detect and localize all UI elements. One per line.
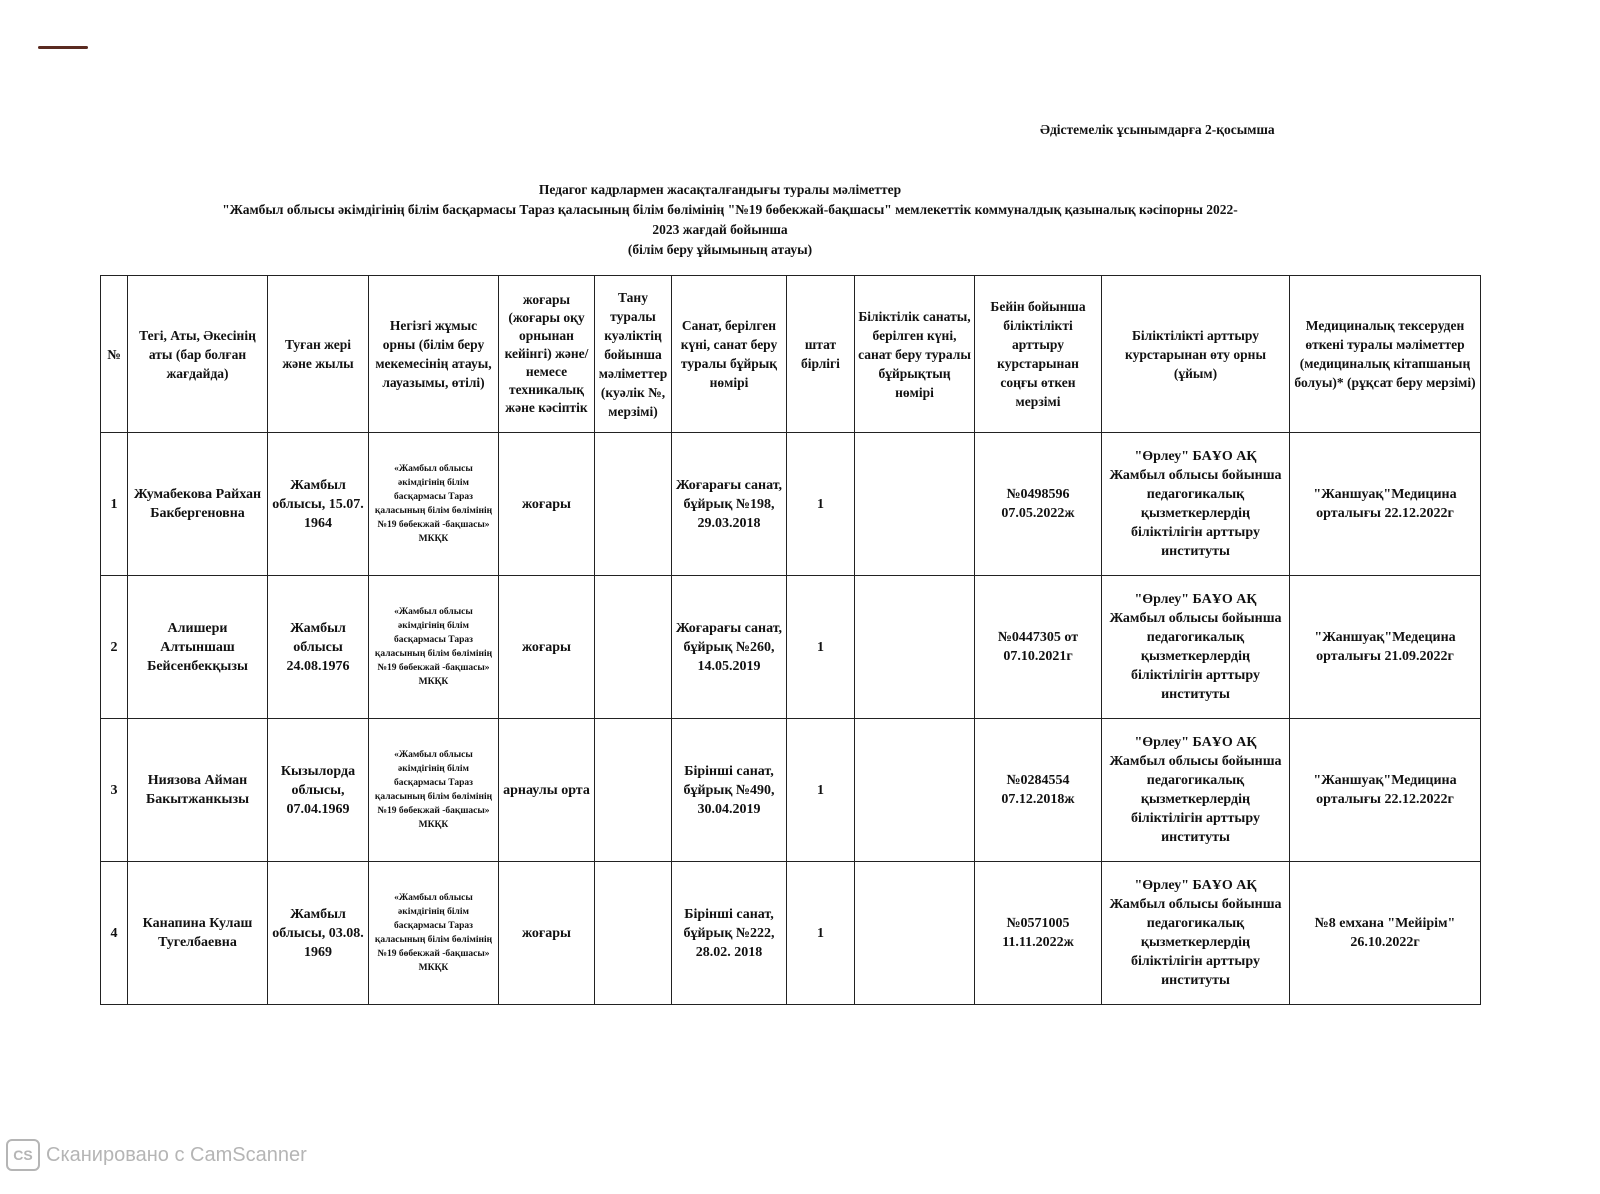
- document-title: [90, 180, 1350, 260]
- cell-course-place: "Өрлеу" БАҰО АҚ Жамбыл облысы бойынша педагогикалық қызметкерлердің біліктілігін арттыру институты: [1102, 719, 1290, 862]
- cell-qual-category: [855, 862, 975, 1005]
- title-line-1: Педагог кадрлармен жасақталғандығы туралы мәліметтер: [538, 182, 902, 197]
- table-row: [101, 719, 1481, 862]
- cell-staff-unit: 1: [787, 576, 855, 719]
- cell-category: Бірінші санат, бұйрық №490, 30.04.2019: [672, 719, 787, 862]
- header-medical: Медициналық тексеруден өткені туралы мәліметтер (медициналық кітапшаның болуы)* (рұқсат беру мерзімі): [1290, 276, 1481, 433]
- cell-birth: Кызылорда облысы, 07.04.1969: [268, 719, 369, 862]
- header-staff-unit: штат бірлігі: [787, 276, 855, 433]
- cell-no: 2: [101, 576, 128, 719]
- header-row: [101, 276, 1481, 433]
- cell-medical: "Жаншуақ"Медицина орталығы 22.12.2022г: [1290, 433, 1481, 576]
- header-certificate: Тану туралы куәліктің бойынша мәліметтер (куәлік №, мерзімі): [595, 276, 672, 433]
- cell-course-date: №0498596 07.05.2022ж: [975, 433, 1102, 576]
- cell-education: жоғары: [499, 576, 595, 719]
- cell-birth: Жамбыл облысы 24.08.1976: [268, 576, 369, 719]
- cell-medical: №8 емхана "Мейірім" 26.10.2022г: [1290, 862, 1481, 1005]
- cell-course-date: №0447305 от 07.10.2021г: [975, 576, 1102, 719]
- cell-course-date: №0571005 11.11.2022ж: [975, 862, 1102, 1005]
- cell-qual-category: [855, 719, 975, 862]
- header-education-text: жоғары (жоғары оқу орнынан кейінгі) және/немесе техникалық және кәсіптік: [504, 292, 589, 415]
- header-course-date: Бейін бойынша біліктілікті арттыру курстарынан соңғы өткен мерзімі: [975, 276, 1102, 433]
- watermark-text: Сканировано с CamScanner: [46, 1143, 307, 1166]
- cell-category: Жоғарағы санат, бұйрық №198, 29.03.2018: [672, 433, 787, 576]
- cell-name: Ниязова Айман Бакытжанкызы: [128, 719, 268, 862]
- title-line-2: "Жамбыл облысы әкімдігінің білім басқармасы Тараз қаласының білім бөлімінің "№19 бөбекжай-бақшасы" мемлекеттік коммуналдық қазыналық кәсіпорны 2022-: [222, 202, 1238, 217]
- cell-course-place: "Өрлеу" БАҰО АҚ Жамбыл облысы бойынша педагогикалық қызметкерлердің біліктілігін арттыру институты: [1102, 576, 1290, 719]
- cell-no: 3: [101, 719, 128, 862]
- cell-certificate: [595, 719, 672, 862]
- table-row: [101, 576, 1481, 719]
- cell-course-place: "Өрлеу" БАҰО АҚ Жамбыл облысы бойынша педагогикалық қызметкерлердің біліктілігін арттыру институты: [1102, 433, 1290, 576]
- cell-staff-unit: 1: [787, 862, 855, 1005]
- table-row: [101, 433, 1481, 576]
- cell-name: Алишери Алтыншаш Бейсенбекқызы: [128, 576, 268, 719]
- cell-education: арнаулы орта: [499, 719, 595, 862]
- cell-staff-unit: 1: [787, 719, 855, 862]
- cell-qual-category: [855, 433, 975, 576]
- title-line-3: 2023 жағдай бойынша: [652, 222, 788, 237]
- header-work: Негізгі жұмыс орны (білім беру мекемесінің атауы, лауазымы, өтілі): [369, 276, 499, 433]
- header-name: Тегі, Аты, Әкесінің аты (бар болған жағдайда): [128, 276, 268, 433]
- cell-course-place: "Өрлеу" БАҰО АҚ Жамбыл облысы бойынша педагогикалық қызметкерлердің біліктілігін арттыру институты: [1102, 862, 1290, 1005]
- table-row: [101, 862, 1481, 1005]
- cell-no: 1: [101, 433, 128, 576]
- cell-work: «Жамбыл облысы әкімдігінің білім басқармасы Тараз қаласының білім бөлімінің №19 бөбекжай -бақшасы» МКҚК: [369, 433, 499, 576]
- camscanner-logo-icon: CS: [6, 1139, 40, 1171]
- cell-certificate: [595, 576, 672, 719]
- cell-course-date: №0284554 07.12.2018ж: [975, 719, 1102, 862]
- cell-name: Жумабекова Райхан Бакбергеновна: [128, 433, 268, 576]
- header-qual-category: Біліктілік санаты, берілген күні, санат беру туралы бұйрықтың нөмірі: [855, 276, 975, 433]
- cell-no: 4: [101, 862, 128, 1005]
- cell-work: «Жамбыл облысы әкімдігінің білім басқармасы Тараз қаласының білім бөлімінің №19 бөбекжай -бақшасы» МКҚК: [369, 862, 499, 1005]
- cell-staff-unit: 1: [787, 433, 855, 576]
- cell-medical: "Жаншуақ"Медецина орталығы 21.09.2022г: [1290, 576, 1481, 719]
- camscanner-watermark: [6, 1140, 307, 1170]
- header-education: [499, 276, 595, 433]
- ink-mark: [38, 46, 88, 49]
- cell-certificate: [595, 433, 672, 576]
- cell-qual-category: [855, 576, 975, 719]
- cell-work: «Жамбыл облысы әкімдігінің білім басқармасы Тараз қаласының білім бөлімінің №19 бөбекжай -бақшасы» МКҚК: [369, 576, 499, 719]
- cell-work: «Жамбыл облысы әкімдігінің білім басқармасы Тараз қаласының білім бөлімінің №19 бөбекжай -бақшасы» МКҚК: [369, 719, 499, 862]
- header-no: №: [101, 276, 128, 433]
- cell-medical: "Жаншуақ"Медицина орталығы 22.12.2022г: [1290, 719, 1481, 862]
- cell-birth: Жамбыл облысы, 03.08. 1969: [268, 862, 369, 1005]
- cell-name: Канапина Кулаш Тугелбаевна: [128, 862, 268, 1005]
- header-course-place: Біліктілікті арттыру курстарынан өту орны (ұйым): [1102, 276, 1290, 433]
- cell-category: Бірінші санат, бұйрық №222, 28.02. 2018: [672, 862, 787, 1005]
- header-birth: Туған жері және жылы: [268, 276, 369, 433]
- cell-category: Жоғарағы санат, бұйрық №260, 14.05.2019: [672, 576, 787, 719]
- title-line-4: (білім беру ұйымының атауы): [627, 242, 813, 257]
- cell-education: жоғары: [499, 433, 595, 576]
- cell-birth: Жамбыл облысы, 15.07. 1964: [268, 433, 369, 576]
- header-category: Санат, берілген күні, санат беру туралы бұйрық нөмірі: [672, 276, 787, 433]
- annex-label: Әдістемелік ұсынымдарға 2-қосымша: [1040, 122, 1275, 137]
- cell-certificate: [595, 862, 672, 1005]
- cell-education: жоғары: [499, 862, 595, 1005]
- staff-table: [100, 275, 1481, 1005]
